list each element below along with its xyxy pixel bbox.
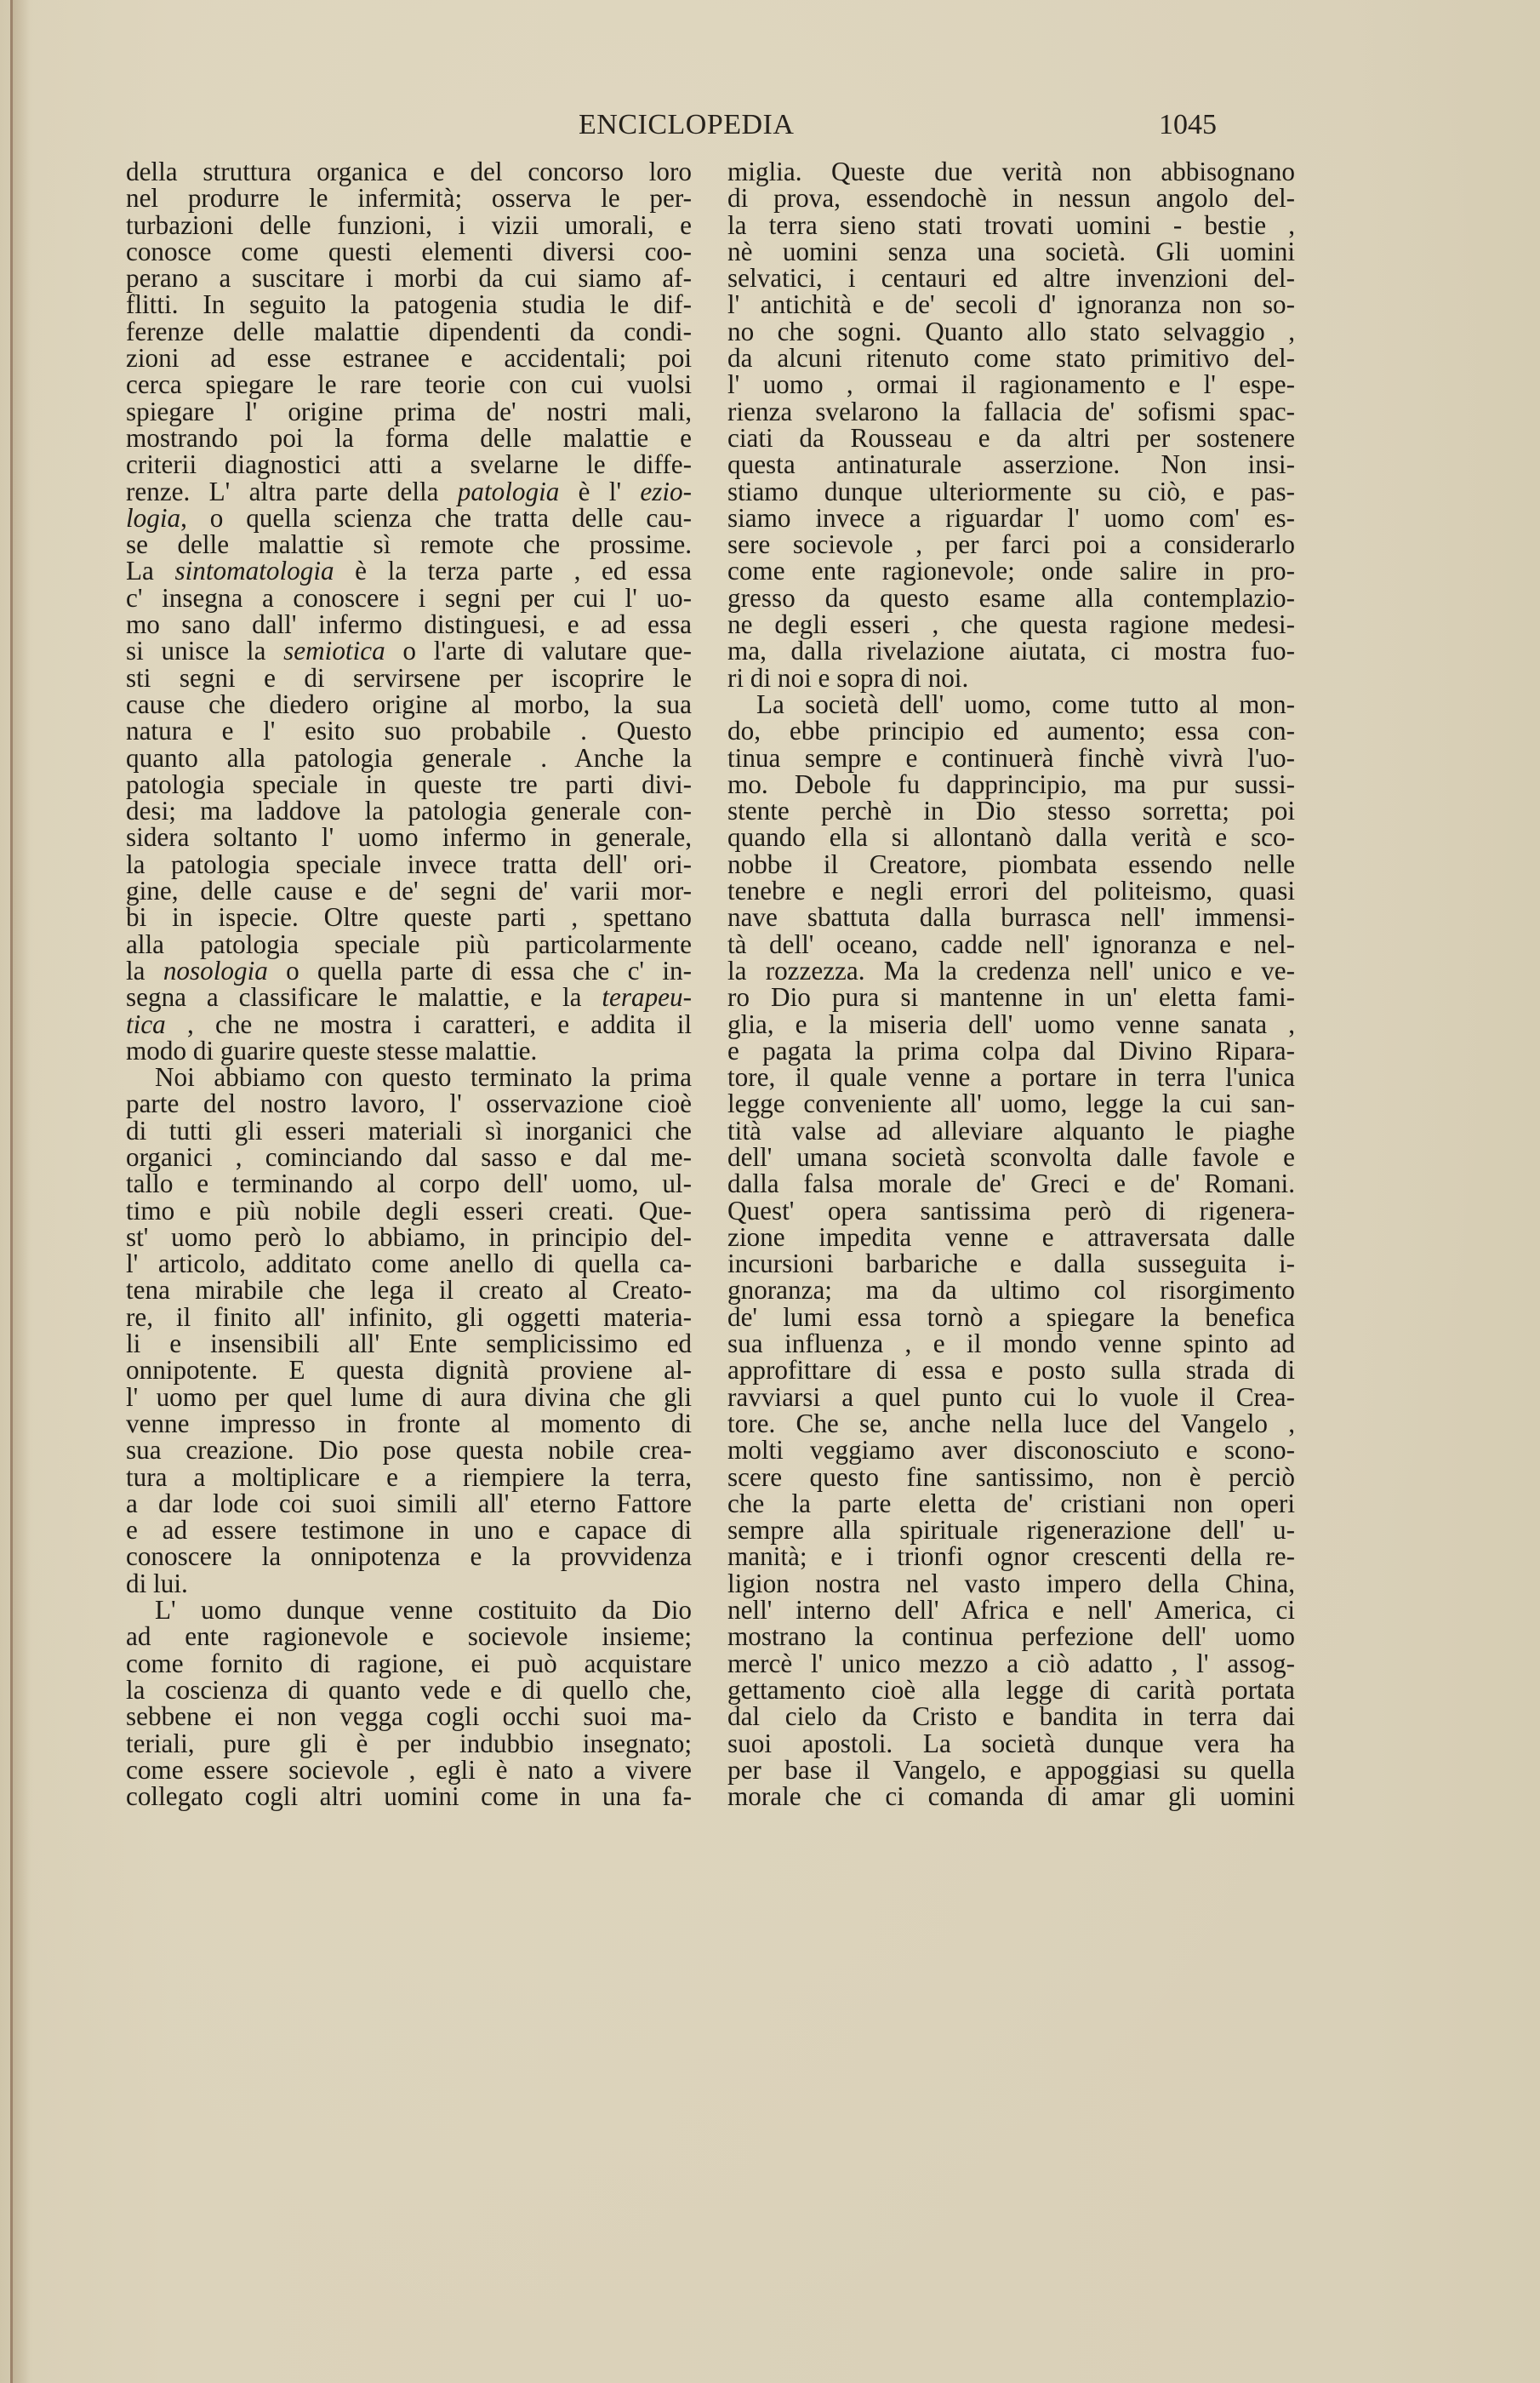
italic-term: terapeu- <box>602 982 692 1013</box>
text-run: zioni ad esse estranee e accidentali; poi <box>126 343 692 374</box>
text-run: , o quella scienza che tratta delle cau- <box>180 502 692 533</box>
text-run: spiegare l' origine prima de' nostri mali, <box>126 396 692 426</box>
text-line <box>126 238 692 265</box>
text-line <box>727 529 1295 560</box>
text-line <box>727 422 1295 453</box>
text-line <box>727 263 1295 294</box>
text-run: l' uomo per quel lume di aura divina che gli <box>126 1381 692 1412</box>
text-run: de' lumi essa tornò a spiegare la benefica <box>727 1301 1295 1332</box>
text-line <box>126 1730 692 1757</box>
text-line <box>126 637 692 664</box>
text-line <box>727 1117 1295 1144</box>
text-line <box>727 1011 1295 1037</box>
text-run: nobbe il Creatore, piombata essendo nelle <box>727 849 1295 879</box>
text-line <box>727 1435 1295 1466</box>
text-line <box>727 183 1295 214</box>
text-line <box>126 263 692 294</box>
italic-term: ezio- <box>640 476 692 506</box>
text-run: come fornito di ragione, ei può acquistare <box>126 1648 692 1678</box>
text-run: ligion nostra nel vasto impero della China, <box>727 1568 1295 1598</box>
text-line <box>727 1381 1295 1412</box>
text-run: desi; ma laddove la patologia generale con- <box>126 796 692 826</box>
text-run: è la terza parte , ed essa <box>334 556 692 586</box>
text-run: selvatici, i centauri ed altre invenzioni del- <box>727 263 1295 294</box>
text-run: e pagata la prima colpa dal Divino Ripara- <box>727 1035 1295 1066</box>
text-run: nell' interno dell' Africa e nell' America, ci <box>727 1595 1295 1626</box>
text-run: la patologia speciale invece tratta dell' ori- <box>126 849 692 879</box>
text-run: rienza svelarono la fallacia de' sofismi spac- <box>727 396 1295 426</box>
text-line <box>126 1701 692 1732</box>
text-line <box>126 1541 692 1572</box>
text-line <box>126 1355 692 1386</box>
text-line <box>126 1570 692 1597</box>
text-line <box>126 209 692 240</box>
text-line <box>126 1461 692 1492</box>
text-run: criterii diagnostici atti a svelarne le diffe- <box>126 449 692 480</box>
text-run: nel produrre le infermità; osserva le per- <box>126 183 692 214</box>
text-line <box>727 1621 1295 1652</box>
text-line <box>126 982 692 1013</box>
text-line <box>126 318 692 345</box>
text-run: quando ella si allontanò dalla verità e sco- <box>727 822 1295 853</box>
text-run: tinua sempre e continuerà finchè vivrà l'uo- <box>727 742 1295 773</box>
text-run: mercè l' unico mezzo a ciò adatto , l' assog- <box>727 1648 1295 1678</box>
text-run: sidera soltanto l' uomo infermo in generale, <box>126 822 692 853</box>
text-line <box>126 797 692 824</box>
text-run: alla patologia speciale più particolarmente <box>126 929 692 959</box>
text-run: , che ne mostra i caratteri, e addita il <box>165 1009 692 1039</box>
text-run: molti veggiamo aver disconosciuto e scono- <box>727 1435 1295 1466</box>
text-run: glia, e la miseria dell' uomo venne sanata , <box>727 1009 1295 1039</box>
text-run: tallo e terminando al corpo dell' uomo, ul- <box>126 1169 692 1199</box>
text-run: sua influenza , e il mondo venne spinto ad <box>727 1329 1295 1359</box>
text-line <box>727 1090 1295 1117</box>
text-run: ma, dalla rivelazione aiutata, ci mostra fuo- <box>727 636 1295 666</box>
text-run: mo. Debole fu dapprincipio, ma pur sussi- <box>727 769 1295 799</box>
italic-term: semiotica <box>283 636 385 666</box>
text-line <box>126 1117 692 1144</box>
text-run: scere questo fine santissimo, non è perciò <box>727 1461 1295 1492</box>
text-run: stente perchè in Dio stesso sorretta; poi <box>727 796 1295 826</box>
text-line <box>727 238 1295 265</box>
text-run: che la parte eletta de' cristiani non operi <box>727 1488 1295 1518</box>
text-run: da alcuni ritenuto come stato primitivo del- <box>727 343 1295 374</box>
text-run: bi in ispecie. Oltre queste parti , spettano <box>126 902 692 933</box>
text-line <box>727 289 1295 320</box>
text-run: flitti. In seguito la patogenia studia le dif- <box>126 289 692 320</box>
text-run: zione impedita venne e attraversata dalle <box>727 1221 1295 1252</box>
text-line <box>727 742 1295 773</box>
text-line <box>727 1570 1295 1597</box>
text-line <box>727 1701 1295 1732</box>
text-line <box>727 691 1295 717</box>
text-line <box>727 637 1295 664</box>
text-run: do, ebbe principio ed aumento; essa con- <box>727 716 1295 746</box>
text-line <box>727 982 1295 1013</box>
text-line <box>727 1301 1295 1332</box>
text-run: ferenze delle malattie dipendenti da condi- <box>126 316 692 346</box>
text-line <box>126 691 692 717</box>
text-run: sua creazione. Dio pose questa nobile crea- <box>126 1435 692 1466</box>
text-line <box>727 1221 1295 1252</box>
text-run: La <box>126 556 175 586</box>
text-line <box>727 369 1295 400</box>
text-run: turbazioni delle funzioni, i vizii umorali, e <box>126 209 692 240</box>
text-line <box>126 609 692 640</box>
italic-term: sintomatologia <box>174 556 334 586</box>
text-line <box>727 1461 1295 1492</box>
text-run: tità valse ad alleviare alquanto le piaghe <box>727 1115 1295 1146</box>
text-run: patologia speciale in queste tre parti divi- <box>126 769 692 799</box>
text-line <box>126 422 692 453</box>
text-line <box>727 158 1295 185</box>
text-line <box>126 1275 692 1306</box>
text-run: nave sbattuta dalla burrasca nell' immensi- <box>727 902 1295 933</box>
text-run: la rozzezza. Ma la credenza nell' unico e ve- <box>727 955 1295 986</box>
text-line <box>126 1090 692 1117</box>
text-line <box>126 1197 692 1224</box>
text-run: si unisce la <box>126 636 284 666</box>
text-run: renze. L' altra parte della <box>126 476 458 506</box>
text-run: organici , cominciando dal sasso e dal me- <box>126 1141 692 1172</box>
text-line <box>727 557 1295 584</box>
text-line <box>126 1490 692 1517</box>
text-run: re, il finito all' infinito, gli oggetti materia- <box>126 1301 692 1332</box>
text-run: come ente ragionevole; onde salire in pro- <box>727 556 1295 586</box>
text-line <box>727 318 1295 345</box>
italic-term: logia <box>126 502 181 533</box>
text-run: e ad essere testimone in uno e capace di <box>126 1515 692 1546</box>
text-line <box>126 1221 692 1252</box>
text-line <box>126 1650 692 1677</box>
text-run: modo di guarire queste stesse malattie. <box>126 1035 538 1066</box>
text-run: conoscere la onnipotenza e la provvidenza <box>126 1541 692 1572</box>
text-run: tore, il quale venne a portare in terra l'unica <box>727 1062 1295 1093</box>
text-run: La società dell' uomo, come tutto al mon- <box>756 689 1295 719</box>
text-line <box>126 1621 692 1652</box>
text-run: parte del nostro lavoro, l' osservazione cioè <box>126 1089 692 1119</box>
text-line <box>727 717 1295 744</box>
text-line <box>727 1141 1295 1172</box>
text-line <box>727 1170 1295 1197</box>
text-run: la coscienza di quanto vede e di quello che, <box>126 1674 692 1705</box>
text-line <box>727 1490 1295 1517</box>
text-run: sempre alla spirituale rigenerazione dell' u- <box>727 1515 1295 1546</box>
text-run: di prova, essendochè in nessun angolo del- <box>727 183 1295 214</box>
text-line <box>727 1062 1295 1093</box>
text-run: mostrando poi la forma delle malattie e <box>126 422 692 453</box>
text-line <box>727 931 1295 957</box>
text-run: cerca spiegare le rare teorie con cui vuolsi <box>126 369 692 400</box>
text-line <box>126 1410 692 1437</box>
text-line <box>727 877 1295 904</box>
text-line <box>126 822 692 853</box>
text-line <box>727 1355 1295 1386</box>
text-run: tena mirabile che lega il creato al Creato- <box>126 1275 692 1306</box>
text-line <box>126 902 692 933</box>
text-line <box>727 957 1295 984</box>
text-line <box>727 1541 1295 1572</box>
text-run: Quest' opera santissima però di rigenera- <box>727 1195 1295 1226</box>
text-line <box>126 449 692 480</box>
text-run: la <box>126 955 163 986</box>
text-run: manità; e i trionfi ognor crescenti della re- <box>727 1541 1295 1572</box>
text-line <box>126 1250 692 1277</box>
text-line <box>126 771 692 797</box>
text-line <box>727 1410 1295 1437</box>
text-run: morale che ci comanda di amar gli uomini <box>727 1781 1295 1812</box>
text-run: Noi abbiamo con questo terminato la prima <box>155 1062 692 1093</box>
text-column-right <box>727 157 1295 1812</box>
text-line <box>126 1170 692 1197</box>
text-line <box>126 1435 692 1466</box>
text-line <box>727 1650 1295 1677</box>
text-run: ne degli esseri , che questa ragione medesi- <box>727 609 1295 640</box>
text-line <box>126 343 692 374</box>
text-line <box>126 369 692 400</box>
text-line <box>126 1595 692 1626</box>
text-line <box>126 717 692 744</box>
text-line <box>727 502 1295 533</box>
text-run: o quella parte di essa che c' in- <box>267 955 692 986</box>
text-run: timo e più nobile degli esseri creati. Que- <box>126 1195 692 1226</box>
text-run: incursioni barbariche e dalla susseguita i- <box>727 1249 1295 1279</box>
text-run: l' uomo , ormai il ragionamento e l' espe- <box>727 369 1295 400</box>
text-run: ad ente ragionevole e socievole insieme; <box>126 1621 692 1652</box>
text-run: sere socievole , per farci poi a considerarlo <box>727 529 1295 560</box>
text-run: gettamento cioè alla legge di carità portata <box>727 1674 1295 1705</box>
page-number: 1045 <box>1159 109 1217 140</box>
text-line <box>727 1275 1295 1306</box>
text-run: c' insegna a conoscere i segni per cui l' uo- <box>126 582 692 613</box>
text-run: tà dell' oceano, cadde nell' ignoranza e nel- <box>727 929 1295 959</box>
text-run: conosce come questi elementi diversi coo- <box>126 236 692 266</box>
text-run: legge conveniente all' uomo, legge la cui san- <box>727 1089 1295 1119</box>
text-run: dell' umana società sconvolta dalle favole e <box>727 1141 1295 1172</box>
text-run: approfittare di essa e posto sulla strada di <box>727 1355 1295 1386</box>
text-run: quanto alla patologia generale . Anche la <box>126 742 692 773</box>
text-line <box>126 478 692 505</box>
text-line <box>727 1250 1295 1277</box>
text-line <box>126 398 692 425</box>
text-line <box>727 449 1295 480</box>
text-run: tore. Che se, anche nella luce del Vangelo , <box>727 1408 1295 1438</box>
text-line <box>126 662 692 693</box>
text-run: natura e l' esito suo probabile . Questo <box>126 716 692 746</box>
text-run: suoi apostoli. La società dunque vera ha <box>727 1728 1295 1758</box>
text-line <box>126 557 692 584</box>
text-line <box>126 1011 692 1037</box>
text-line <box>727 771 1295 797</box>
text-line <box>727 343 1295 374</box>
text-run: della struttura organica e del concorso loro <box>126 157 692 186</box>
text-line <box>126 158 692 185</box>
italic-term: nosologia <box>163 955 268 986</box>
text-run: tura a moltiplicare e a riempiere la terra, <box>126 1461 692 1492</box>
text-run: segna a classificare le malattie, e la <box>126 982 602 1013</box>
text-run: questa antinaturale asserzione. Non insi- <box>727 449 1295 480</box>
text-line <box>727 1730 1295 1757</box>
text-run: mostrano la continua perfezione dell' uomo <box>727 1621 1295 1652</box>
text-line <box>727 1330 1295 1357</box>
text-run: ro Dio pura si mantenne in un' eletta fami- <box>727 982 1295 1013</box>
text-line <box>727 398 1295 425</box>
text-run: è l' <box>559 476 641 506</box>
text-line <box>126 582 692 613</box>
text-line <box>126 1141 692 1172</box>
text-run: venne impresso in fronte al momento di <box>126 1408 692 1438</box>
text-line <box>727 1197 1295 1224</box>
running-head: ENCICLOPEDIA <box>579 109 795 140</box>
text-line <box>126 931 692 957</box>
text-line <box>727 902 1295 933</box>
text-run: siamo invece a riguardar l' uomo com' es- <box>727 502 1295 533</box>
text-line <box>126 851 692 877</box>
text-run: miglia. Queste due verità non abbisognano <box>727 157 1295 186</box>
text-line <box>727 1595 1295 1626</box>
text-run: ri di noi e sopra di noi. <box>727 662 969 693</box>
text-line <box>126 1381 692 1412</box>
text-run: dalla falsa morale de' Greci e de' Romani. <box>727 1169 1295 1199</box>
text-run: L' uomo dunque venne costituito da Dio <box>155 1595 692 1626</box>
text-line <box>126 529 692 560</box>
binding-shadow <box>13 0 30 2383</box>
text-line <box>727 662 1295 693</box>
text-run: ravviarsi a quel punto cui lo vuole il Crea- <box>727 1381 1295 1412</box>
text-line <box>126 1674 692 1705</box>
text-run: gresso da questo esame alla contemplazio- <box>727 582 1295 613</box>
text-line <box>126 1754 692 1785</box>
text-run: perano a suscitare i morbi da cui siamo af- <box>126 263 692 294</box>
text-line <box>126 1330 692 1357</box>
text-line <box>126 1515 692 1546</box>
text-run: se delle malattie sì remote che prossime. <box>126 529 692 560</box>
text-run: tenebre e negli errori del politeismo, quasi <box>727 876 1295 906</box>
text-line <box>727 209 1295 240</box>
text-line <box>727 609 1295 640</box>
italic-term: tica <box>126 1009 166 1039</box>
text-line <box>126 289 692 320</box>
text-run: cause che diedero origine al morbo, la sua <box>126 689 692 719</box>
text-run: a dar lode coi suoi simili all' eterno Fattore <box>126 1488 692 1518</box>
text-line <box>126 183 692 214</box>
text-column-left <box>126 157 693 1812</box>
text-line <box>727 851 1295 877</box>
text-run: li e insensibili all' Ente semplicissimo ed <box>126 1329 692 1359</box>
text-run: come essere socievole , egli è nato a vivere <box>126 1754 692 1785</box>
text-run: st' uomo però lo abbiamo, in principio del- <box>126 1221 692 1252</box>
text-line <box>727 1781 1295 1812</box>
text-run: gnoranza; ma da ultimo col risorgimento <box>727 1275 1295 1306</box>
text-line <box>126 742 692 773</box>
text-run: collegato cogli altri uomini come in una fa- <box>126 1781 692 1812</box>
text-line <box>126 502 692 533</box>
text-run: gine, delle cause e de' segni de' varii mor- <box>126 876 692 906</box>
text-run: ciati da Rousseau e da altri per sostenere <box>727 422 1295 453</box>
text-run: la terra sieno stati trovati uomini - bestie , <box>727 209 1295 240</box>
text-line <box>126 877 692 904</box>
text-run: di lui. <box>126 1568 188 1598</box>
text-line <box>126 957 692 984</box>
text-line <box>727 1674 1295 1705</box>
text-run: teriali, pure gli è per indubbio insegnato; <box>126 1728 692 1758</box>
text-run: onnipotente. E questa dignità proviene al- <box>126 1355 692 1386</box>
text-run: stiamo dunque ulteriormente su ciò, e pas- <box>727 476 1295 506</box>
text-run: o l'arte di valutare que- <box>385 636 693 666</box>
text-line <box>727 478 1295 505</box>
text-run: l' articolo, additato come anello di quella ca- <box>126 1249 692 1279</box>
text-line <box>727 1037 1295 1064</box>
text-run: l' antichità e de' secoli d' ignoranza non so- <box>727 289 1295 320</box>
text-line <box>727 1515 1295 1546</box>
text-line <box>727 582 1295 613</box>
text-line <box>727 1754 1295 1785</box>
text-line <box>727 797 1295 824</box>
text-run: di tutti gli esseri materiali sì inorganici che <box>126 1115 692 1146</box>
text-run: sebbene ei non vegga cogli occhi suoi ma- <box>126 1701 692 1732</box>
text-run: mo sano dall' infermo distinguesi, e ad essa <box>126 609 692 640</box>
italic-term: patologia <box>457 476 560 506</box>
text-line <box>126 1301 692 1332</box>
text-run: dal cielo da Cristo e bandita in terra dai <box>727 1701 1295 1732</box>
text-run: nè uomini senza una società. Gli uomini <box>727 236 1295 266</box>
text-run: sti segni e di servirsene per iscoprire le <box>126 662 692 693</box>
text-line <box>126 1062 692 1093</box>
text-run: no che sogni. Quanto allo stato selvaggio , <box>727 316 1295 346</box>
text-line <box>727 822 1295 853</box>
text-run: per base il Vangelo, e appoggiasi su quella <box>727 1754 1295 1785</box>
text-line <box>126 1781 692 1812</box>
text-line <box>126 1037 692 1064</box>
